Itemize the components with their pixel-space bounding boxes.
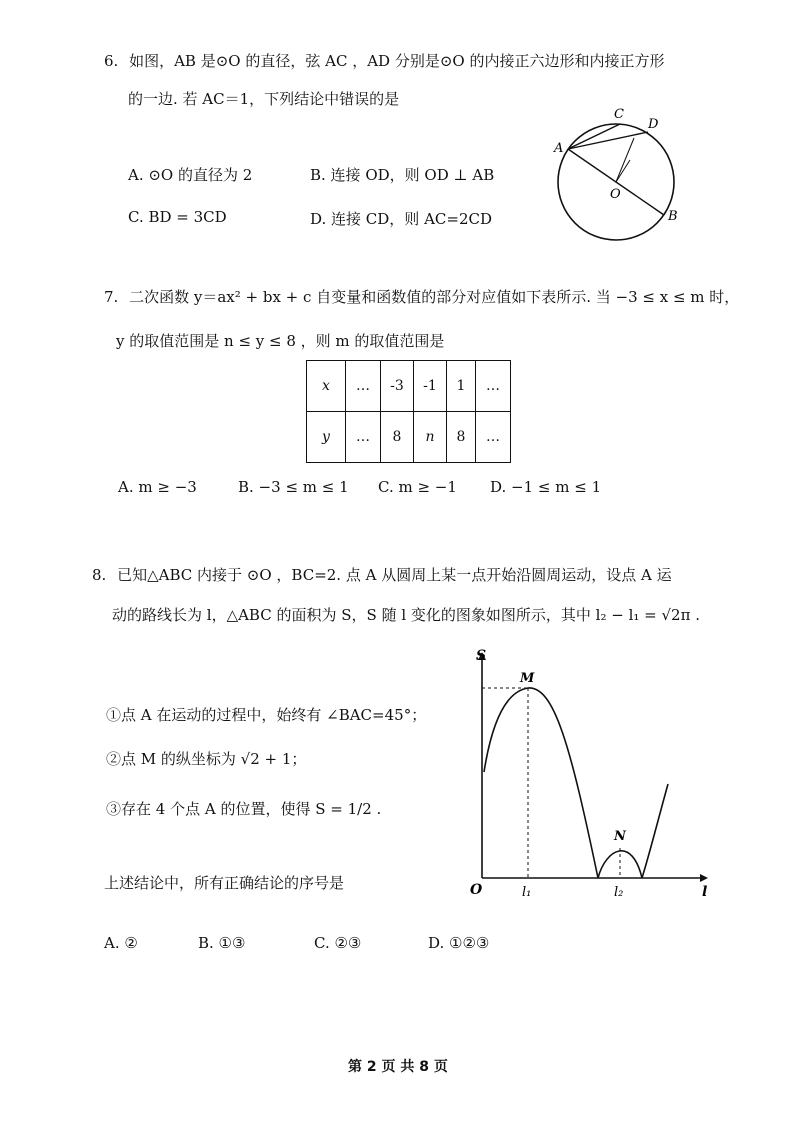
segment-helper	[616, 160, 630, 182]
q8-option-b: B. ①③	[198, 934, 246, 952]
q7-option-d: D. −1 ≤ m ≤ 1	[490, 478, 602, 496]
q8-stem-line1: 已知△ABC 内接于 ⊙O ，BC=2. 点 A 从圆周上某一点开始沿圆周运动，设点 A 运	[117, 566, 672, 584]
table-row	[307, 361, 511, 412]
table-cell: -3	[381, 361, 414, 412]
q7-line1	[104, 286, 739, 307]
q8-s-l-graph	[462, 644, 718, 900]
table-cell: 1	[447, 361, 476, 412]
q8-number: 8.	[92, 566, 107, 584]
q8-statement-2: ②点 M 的纵坐标为 √2 + 1；	[106, 750, 307, 768]
label-s: S	[476, 648, 487, 664]
q6-option-d: D. 连接 CD，则 AC=2CD	[310, 210, 492, 228]
q6-option-b: B. 连接 OD，则 OD ⊥ AB	[310, 166, 495, 184]
l-axis-arrow-icon	[700, 874, 708, 882]
q7-stem-line2: y 的取值范围是 n ≤ y ≤ 8 ，则 m 的取值范围是	[116, 332, 445, 350]
q7-option-a: A. m ≥ −3	[118, 478, 197, 496]
label-origin: O	[470, 882, 483, 898]
q6-stem-line2: 的一边. 若 AC＝1，下列结论中错误的是	[128, 90, 400, 108]
label-l2: l₂	[614, 885, 624, 900]
table-cell: …	[476, 412, 511, 463]
q8-statement-1: ①点 A 在运动的过程中，始终有 ∠BAC=45°；	[106, 706, 427, 724]
table-cell: n	[414, 412, 447, 463]
q8-option-d: D. ①②③	[428, 934, 490, 952]
table-cell: …	[346, 361, 381, 412]
chord-ad	[568, 132, 648, 149]
curve-main-arc	[484, 688, 598, 878]
table-cell: …	[346, 412, 381, 463]
q7-value-table	[306, 360, 511, 463]
curve-rise	[642, 784, 668, 878]
q8-statement-3: ③存在 4 个点 A 的位置，使得 S = 1/2 .	[106, 800, 382, 818]
q6-stem-line1: 如图，AB 是⊙O 的直径，弦 AC ，AD 分别是⊙O 的内接正六边形和内接正方形	[129, 52, 665, 70]
q7-option-c: C. m ≥ −1	[378, 478, 457, 496]
table-cell: …	[476, 361, 511, 412]
label-a: A	[554, 141, 564, 156]
q8-option-a: A. ②	[104, 934, 138, 952]
label-d: D	[648, 117, 659, 132]
label-o: O	[610, 187, 621, 202]
q8-option-c: C. ②③	[314, 934, 362, 952]
label-l1: l₁	[522, 885, 532, 900]
q6-option-c: C. BD = 3CD	[128, 208, 227, 226]
q6-option-a: A. ⊙O 的直径为 2	[128, 166, 253, 184]
q6-circle-figure	[540, 96, 700, 266]
q7-stem-line1: 二次函数 y＝ax² + bx + c 自变量和函数值的部分对应值如下表所示. 当 −3 ≤ x ≤ m 时，	[129, 288, 740, 306]
q6-number: 6.	[104, 52, 119, 70]
q6-line1	[104, 50, 664, 71]
q7-number: 7.	[104, 288, 119, 306]
q8-line1	[92, 564, 672, 585]
label-n: N	[614, 829, 626, 844]
label-c: C	[614, 107, 624, 122]
table-cell: 8	[381, 412, 414, 463]
table-cell: -1	[414, 361, 447, 412]
label-m: M	[520, 671, 535, 686]
q8-question: 上述结论中，所有正确结论的序号是	[104, 874, 345, 892]
label-l: l	[702, 884, 708, 900]
q8-stem-line2: 动的路线长为 l，△ABC 的面积为 S，S 随 l 变化的图象如图所示，其中 l₂ − l₁ = √2π .	[112, 606, 700, 624]
segment-od	[616, 138, 634, 182]
table-cell: 8	[447, 412, 476, 463]
q7-option-b: B. −3 ≤ m ≤ 1	[238, 478, 349, 496]
label-b: B	[668, 209, 678, 224]
table-cell: y	[307, 412, 346, 463]
table-row	[307, 412, 511, 463]
table-cell: x	[307, 361, 346, 412]
page-footer: 第 2 页 共 8 页	[348, 1059, 448, 1075]
